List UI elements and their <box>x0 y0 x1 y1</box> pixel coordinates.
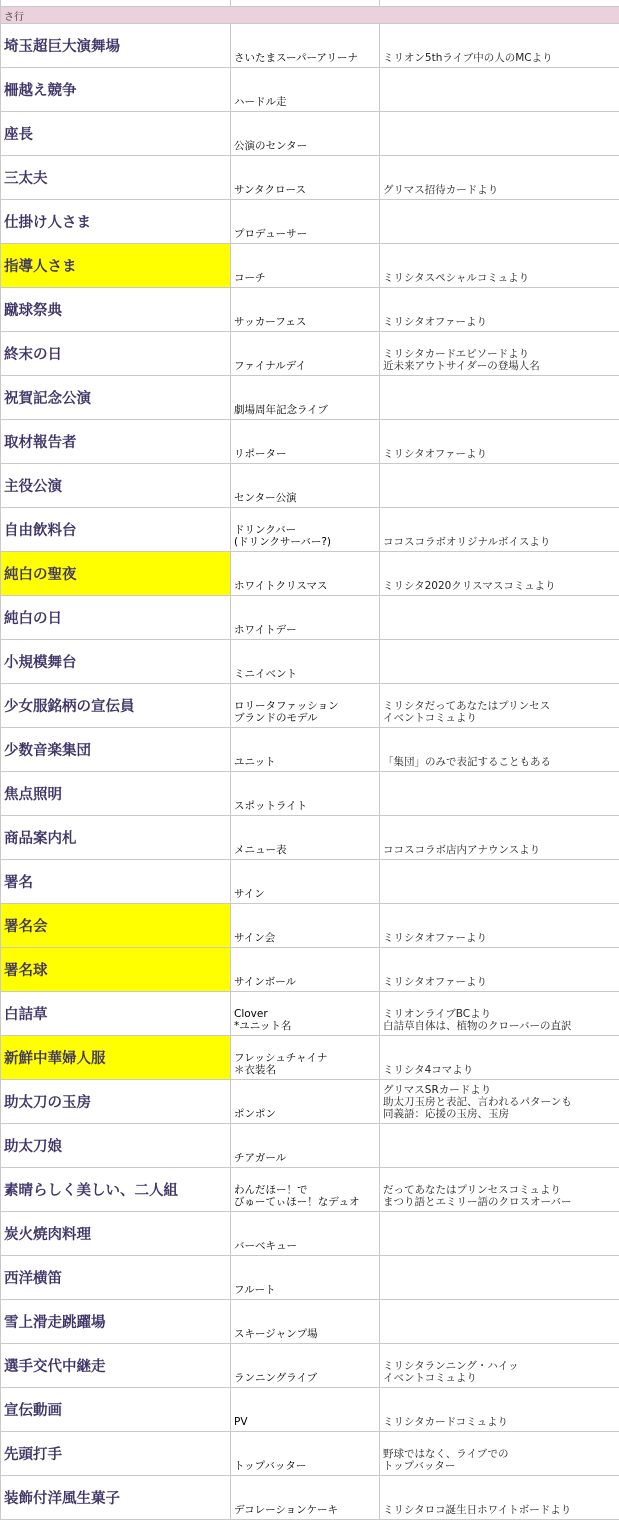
note-cell-line: ミリシタカードエピソードより <box>383 348 616 360</box>
reading-cell-line: フレッシュチャイナ <box>234 1052 376 1064</box>
term-cell[interactable]: 助太刀の玉房 <box>1 1080 231 1124</box>
reading-cell-line: デコレーションケーキ <box>234 1504 376 1516</box>
note-cell-line: 野球ではなく、ライブでの <box>383 1448 616 1460</box>
reading-cell-line: ファイナルデイ <box>234 360 376 372</box>
table-row <box>1 244 619 288</box>
note-cell[interactable] <box>380 464 619 508</box>
table-row <box>1 1344 619 1388</box>
reading-cell[interactable] <box>231 640 380 684</box>
reading-cell[interactable] <box>231 24 380 68</box>
term-cell[interactable]: 祝賀記念公演 <box>1 376 231 420</box>
reading-cell[interactable] <box>231 376 380 420</box>
table-row <box>1 508 619 552</box>
note-cell-line: ミリシタオファーより <box>383 448 616 460</box>
reading-cell-line: バーベキュー <box>234 1240 376 1252</box>
reading-cell[interactable] <box>231 1212 380 1256</box>
note-cell-line: ミリシタランニング・ハイッ <box>383 1360 616 1372</box>
reading-cell[interactable] <box>231 860 380 904</box>
reading-cell[interactable] <box>231 552 380 596</box>
table-row <box>1 1476 619 1520</box>
reading-cell-line: ＊衣装名 <box>234 1064 376 1076</box>
term-cell[interactable]: 先頭打手 <box>1 1432 231 1476</box>
term-cell[interactable]: 署名球 <box>1 948 231 992</box>
table-row <box>1 1168 619 1212</box>
note-cell[interactable] <box>380 728 619 772</box>
term-cell[interactable]: 署名 <box>1 860 231 904</box>
note-cell[interactable] <box>380 376 619 420</box>
reading-cell-line: ハードル走 <box>234 96 376 108</box>
table-row <box>1 156 619 200</box>
term-cell[interactable]: 蹴球祭典 <box>1 288 231 332</box>
table-row <box>1 200 619 244</box>
reading-cell-line: ホワイトクリスマス <box>234 580 376 592</box>
note-cell-line: グリマスSRカードより <box>383 1084 616 1096</box>
note-cell-line: ミリオン5thライブ中の人のMCより <box>383 52 616 64</box>
note-cell[interactable] <box>380 860 619 904</box>
reading-cell-line: ポンポン <box>234 1108 376 1120</box>
table-row <box>1 332 619 376</box>
note-cell-line: 白詰草自体は、植物のクローバーの直訳 <box>383 1020 616 1032</box>
glossary-body <box>1 0 619 1520</box>
reading-cell[interactable] <box>231 1124 380 1168</box>
table-row <box>1 112 619 156</box>
reading-cell[interactable] <box>231 1036 380 1080</box>
note-cell[interactable] <box>380 1476 619 1520</box>
table-row <box>1 1256 619 1300</box>
note-cell[interactable] <box>380 904 619 948</box>
reading-cell[interactable] <box>231 1388 380 1432</box>
table-row <box>1 1300 619 1344</box>
term-cell[interactable]: 柵越え競争 <box>1 68 231 112</box>
note-cell[interactable] <box>380 1168 619 1212</box>
table-row <box>1 684 619 728</box>
term-cell[interactable]: 三太夫 <box>1 156 231 200</box>
reading-cell-line: ホワイトデー <box>234 624 376 636</box>
note-cell[interactable] <box>380 816 619 860</box>
reading-cell[interactable] <box>231 948 380 992</box>
note-cell-line: ミリシタ2020クリスマスコミュより <box>383 580 616 592</box>
reading-cell-line: リポーター <box>234 448 376 460</box>
term-cell[interactable]: 仕掛け人さま <box>1 200 231 244</box>
reading-cell[interactable] <box>231 1256 380 1300</box>
note-cell[interactable] <box>380 596 619 640</box>
term-cell[interactable]: 主役公演 <box>1 464 231 508</box>
note-cell-line: ココスコラボオリジナルボイスより <box>383 536 616 548</box>
note-cell[interactable] <box>380 200 619 244</box>
term-cell[interactable]: 西洋横笛 <box>1 1256 231 1300</box>
term-cell[interactable]: 終末の日 <box>1 332 231 376</box>
note-cell[interactable] <box>380 112 619 156</box>
reading-cell[interactable] <box>231 904 380 948</box>
note-cell[interactable] <box>380 1124 619 1168</box>
reading-cell[interactable] <box>231 112 380 156</box>
reading-cell[interactable] <box>231 420 380 464</box>
note-cell[interactable] <box>380 244 619 288</box>
note-cell[interactable] <box>380 1080 619 1124</box>
note-cell-line: イベントコミュより <box>383 1372 616 1384</box>
table-row <box>1 464 619 508</box>
note-cell[interactable] <box>380 1036 619 1080</box>
note-cell[interactable] <box>380 288 619 332</box>
reading-cell[interactable] <box>231 1432 380 1476</box>
reading-cell-line: ランニングライブ <box>234 1372 376 1384</box>
term-cell[interactable]: 装飾付洋風生菓子 <box>1 1476 231 1520</box>
note-cell-line: ミリオンライブBCより <box>383 1008 616 1020</box>
term-cell[interactable]: 小規模舞台 <box>1 640 231 684</box>
term-cell[interactable]: 炭火焼肉料理 <box>1 1212 231 1256</box>
term-cell[interactable]: 商品案内札 <box>1 816 231 860</box>
term-cell[interactable]: 選手交代中継走 <box>1 1344 231 1388</box>
note-cell-line: 助太刀玉房と表記、言われるパターンも <box>383 1096 616 1108</box>
reading-cell-line: サンタクロース <box>234 184 376 196</box>
note-cell-line: ミリシタスペシャルコミュより <box>383 272 616 284</box>
reading-cell-line: チアガール <box>234 1152 376 1164</box>
term-cell[interactable]: 雪上滑走跳躍場 <box>1 1300 231 1344</box>
term-cell[interactable]: 素晴らしく美しい、二人組 <box>1 1168 231 1212</box>
note-cell-line: 「集団」のみで表記することもある <box>383 756 616 768</box>
reading-cell[interactable] <box>231 772 380 816</box>
note-cell[interactable] <box>380 1300 619 1344</box>
reading-cell-line: びゅーてぃほー！なデュオ <box>234 1196 376 1208</box>
table-row <box>1 596 619 640</box>
reading-cell[interactable] <box>231 1476 380 1520</box>
note-cell[interactable] <box>380 156 619 200</box>
reading-cell-line: (ドリンクサーバー?) <box>234 536 376 548</box>
table-row <box>1 1036 619 1080</box>
note-cell-line: ミリシタロコ誕生日ホワイトボードより <box>383 1504 616 1516</box>
note-cell-line: 近未来アウトサイダーの登場人名 <box>383 360 616 372</box>
term-cell[interactable]: 署名会 <box>1 904 231 948</box>
table-row <box>1 904 619 948</box>
reading-cell[interactable] <box>231 156 380 200</box>
table-row <box>1 728 619 772</box>
term-cell[interactable]: 指導人さま <box>1 244 231 288</box>
note-cell[interactable] <box>380 24 619 68</box>
note-cell-line: トップバッター <box>383 1460 616 1472</box>
reading-cell[interactable] <box>231 1300 380 1344</box>
note-cell[interactable] <box>380 420 619 464</box>
table-row <box>1 1212 619 1256</box>
note-cell[interactable] <box>380 772 619 816</box>
term-cell[interactable]: 純白の聖夜 <box>1 552 231 596</box>
reading-cell[interactable] <box>231 596 380 640</box>
reading-cell[interactable] <box>231 728 380 772</box>
note-cell-line: ミリシタ4コマより <box>383 1064 616 1076</box>
term-cell[interactable]: 取材報告者 <box>1 420 231 464</box>
note-cell[interactable] <box>380 1432 619 1476</box>
reading-cell[interactable] <box>231 288 380 332</box>
note-cell[interactable] <box>380 948 619 992</box>
reading-cell-line: スキージャンプ場 <box>234 1328 376 1340</box>
note-cell[interactable] <box>380 1256 619 1300</box>
term-cell[interactable]: 純白の日 <box>1 596 231 640</box>
note-cell[interactable] <box>380 1388 619 1432</box>
reading-cell-line: サッカーフェス <box>234 316 376 328</box>
section-header-row <box>1 7 619 24</box>
note-cell[interactable] <box>380 332 619 376</box>
note-cell-line: イベントコミュより <box>383 712 616 724</box>
reading-cell[interactable] <box>231 508 380 552</box>
reading-cell-line: コーチ <box>234 272 376 284</box>
table-row <box>1 68 619 112</box>
reading-cell-line: ユニット <box>234 756 376 768</box>
reading-cell-line: サイン会 <box>234 932 376 944</box>
reading-cell-line: サインボール <box>234 976 376 988</box>
reading-cell-line: ロリータファッション <box>234 700 376 712</box>
table-row <box>1 288 619 332</box>
reading-cell-line: Clover <box>234 1008 376 1020</box>
table-row <box>1 860 619 904</box>
reading-cell[interactable] <box>231 992 380 1036</box>
note-cell-line: ミリシタオファーより <box>383 976 616 988</box>
reading-cell-line: ミニイベント <box>234 668 376 680</box>
reading-cell-line: トップバッター <box>234 1460 376 1472</box>
reading-cell[interactable] <box>231 816 380 860</box>
note-cell[interactable] <box>380 992 619 1036</box>
term-cell[interactable]: 新鮮中華婦人服 <box>1 1036 231 1080</box>
table-row <box>1 24 619 68</box>
reading-cell-line: 劇場周年記念ライブ <box>234 404 376 416</box>
reading-cell-line: メニュー表 <box>234 844 376 856</box>
reading-cell[interactable] <box>231 68 380 112</box>
reading-cell-line: プロデューサー <box>234 228 376 240</box>
table-row <box>1 948 619 992</box>
note-cell-line: グリマス招待カードより <box>383 184 616 196</box>
reading-cell[interactable] <box>231 684 380 728</box>
term-cell[interactable]: 自由飲料台 <box>1 508 231 552</box>
note-cell-line: ミリシタだってあなたはプリンセス <box>383 700 616 712</box>
note-cell[interactable] <box>380 552 619 596</box>
term-cell[interactable]: 宣伝動画 <box>1 1388 231 1432</box>
term-cell[interactable]: 少女服銘柄の宣伝員 <box>1 684 231 728</box>
table-row <box>1 992 619 1036</box>
note-cell[interactable] <box>380 640 619 684</box>
reading-cell-line: センター公演 <box>234 492 376 504</box>
note-cell[interactable] <box>380 1344 619 1388</box>
note-cell-line: 同義語：応援の玉房、玉房 <box>383 1108 616 1120</box>
note-cell[interactable] <box>380 508 619 552</box>
reading-cell-line: わんだほー！で <box>234 1184 376 1196</box>
table-row <box>1 552 619 596</box>
reading-cell[interactable] <box>231 1344 380 1388</box>
table-row <box>1 640 619 684</box>
reading-cell-line: ブランドのモデル <box>234 712 376 724</box>
note-cell[interactable] <box>380 1212 619 1256</box>
reading-cell[interactable] <box>231 464 380 508</box>
term-cell[interactable]: 埼玉超巨大演舞場 <box>1 24 231 68</box>
reading-cell-line: PV <box>234 1416 376 1428</box>
term-cell[interactable]: 焦点照明 <box>1 772 231 816</box>
term-cell[interactable]: 座長 <box>1 112 231 156</box>
note-cell[interactable] <box>380 684 619 728</box>
note-cell-line: ミリシタオファーより <box>383 932 616 944</box>
reading-cell[interactable] <box>231 244 380 288</box>
table-row <box>1 376 619 420</box>
note-cell-line: ミリシタオファーより <box>383 316 616 328</box>
reading-cell-line: スポットライト <box>234 800 376 812</box>
note-cell-line: ミリシタカードコミュより <box>383 1416 616 1428</box>
note-cell-line: ココスコラボ店内アナウンスより <box>383 844 616 856</box>
reading-cell[interactable] <box>231 1080 380 1124</box>
table-row <box>1 1080 619 1124</box>
term-cell[interactable]: 白詰草 <box>1 992 231 1036</box>
reading-cell-line: さいたまスーパーアリーナ <box>234 52 376 64</box>
reading-cell-line: ドリンクバー <box>234 524 376 536</box>
note-cell[interactable] <box>380 68 619 112</box>
term-cell[interactable]: 少数音楽集団 <box>1 728 231 772</box>
table-row <box>1 420 619 464</box>
table-row <box>1 816 619 860</box>
reading-cell[interactable] <box>231 1168 380 1212</box>
section-label[interactable]: さ行 <box>1 7 619 24</box>
reading-cell-line: フルート <box>234 1284 376 1296</box>
reading-cell[interactable] <box>231 332 380 376</box>
term-cell[interactable]: 助太刀娘 <box>1 1124 231 1168</box>
table-row <box>1 1388 619 1432</box>
reading-cell-line: *ユニット名 <box>234 1020 376 1032</box>
table-row <box>1 772 619 816</box>
reading-cell[interactable] <box>231 200 380 244</box>
note-cell-line: だってあなたはプリンセスコミュより <box>383 1184 616 1196</box>
reading-cell-line: サイン <box>234 888 376 900</box>
reading-cell-line: 公演のセンター <box>234 140 376 152</box>
note-cell-line: まつり語とエミリー語のクロスオーバー <box>383 1196 616 1208</box>
table-row <box>1 1432 619 1476</box>
table-row <box>1 1124 619 1168</box>
